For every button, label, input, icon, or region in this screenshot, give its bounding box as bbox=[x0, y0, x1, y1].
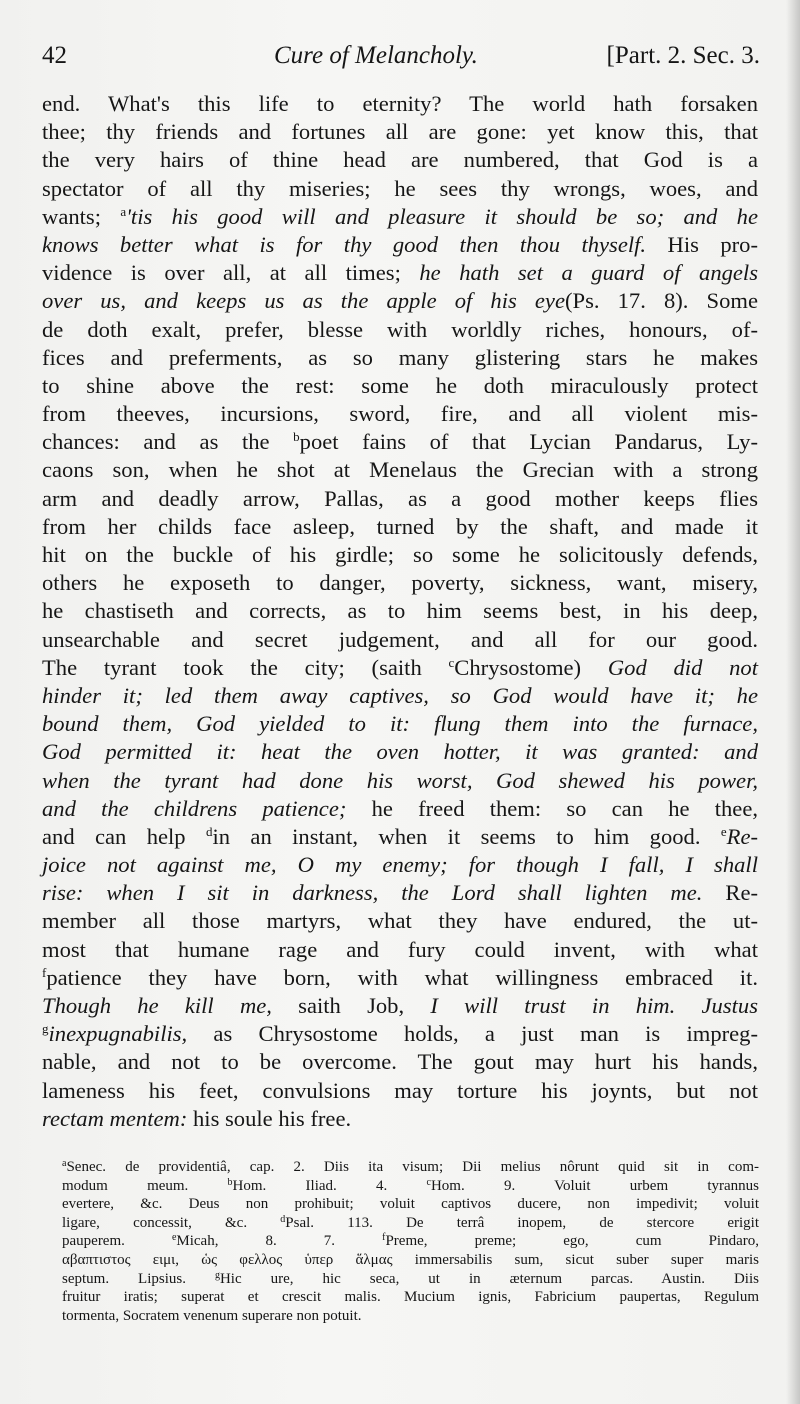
footnote-marker: g bbox=[214, 1269, 220, 1281]
text-line bbox=[42, 654, 758, 682]
text-line bbox=[42, 428, 758, 456]
italic-text: inexpugnabilis, bbox=[48, 1021, 188, 1047]
text-run: as Chrysostome holds, a just man is impreg- bbox=[187, 1021, 758, 1047]
text-run: the very hairs of thine head are numbered, that God is a bbox=[42, 147, 758, 173]
text-run: end. What's this life to eternity? The world hath forsaken bbox=[42, 91, 758, 116]
text-line bbox=[42, 851, 758, 879]
footnote-marker: f bbox=[42, 964, 47, 980]
text-line bbox=[42, 541, 758, 569]
text-run: arm and deadly arrow, Pallas, as a good mother keeps flies bbox=[42, 485, 758, 511]
text-line bbox=[42, 146, 758, 174]
text-line bbox=[42, 738, 758, 766]
footnote-marker: g bbox=[42, 1021, 49, 1037]
text-run: Chrysostome) bbox=[454, 654, 608, 680]
footnote-marker: b bbox=[293, 429, 300, 445]
footnote-marker: c bbox=[448, 654, 455, 670]
text-run: in an instant, when it seems to him good. bbox=[212, 823, 721, 849]
page-edge-shadow bbox=[786, 0, 800, 1404]
text-run: fices and preferments, as so many glistering stars he makes bbox=[42, 344, 758, 370]
text-line bbox=[42, 175, 758, 203]
footnote-line bbox=[62, 1195, 759, 1214]
text-run: he freed them: so can he thee, bbox=[346, 795, 758, 821]
footnote-marker: a bbox=[120, 203, 127, 219]
text-line bbox=[42, 823, 758, 851]
text-run: most that humane rage and fury could invent, with what bbox=[42, 936, 758, 962]
footnote-marker: d bbox=[205, 823, 213, 839]
footnote-line bbox=[62, 1251, 759, 1270]
text-run: poet fains of that Lycian Pandarus, Ly- bbox=[299, 429, 758, 455]
text-line bbox=[42, 964, 758, 992]
text-run: fruitur iratis; superat et crescit malis. Mucium ignis, Fabricium paupertas, Regulum bbox=[62, 1289, 759, 1306]
footnote-marker: c bbox=[426, 1176, 431, 1188]
italic-text: knows better what is for thy good then thou thyself. bbox=[42, 231, 647, 257]
text-run: Psal. 113. De terrâ inopem, de stercore erigit bbox=[285, 1214, 759, 1231]
text-run: unsearchable and secret judgement, and all for our good. bbox=[42, 626, 758, 652]
text-line bbox=[42, 456, 758, 484]
text-run: from theeves, incursions, sword, fire, and all violent mis- bbox=[42, 401, 758, 427]
text-run: his soule his free. bbox=[187, 1105, 352, 1131]
text-run: wants; bbox=[42, 203, 121, 229]
text-line bbox=[42, 400, 758, 428]
text-line bbox=[42, 879, 758, 907]
text-line bbox=[42, 569, 758, 597]
text-line bbox=[42, 90, 758, 118]
text-line bbox=[42, 118, 758, 146]
text-line bbox=[42, 710, 758, 738]
text-run: The tyrant took the city; (saith bbox=[42, 654, 449, 680]
text-run: nable, and not to be overcome. The gout may hurt his hands, bbox=[42, 1049, 758, 1075]
italic-text: when the tyrant had done his worst, God shewed his power, bbox=[42, 767, 758, 793]
italic-text: hinder it; led them away captives, so God would have it; he bbox=[42, 682, 758, 708]
text-run: septum. Lipsius. bbox=[62, 1270, 215, 1287]
text-run: tormenta, Socratem venenum superare non potuit. bbox=[62, 1307, 362, 1324]
footnote-marker: d bbox=[280, 1213, 286, 1225]
italic-text: over us, and keeps us as the apple of his eye bbox=[42, 288, 565, 314]
running-title: Cure of Melancholy. bbox=[274, 42, 478, 69]
text-line bbox=[42, 682, 758, 710]
text-run: modum meum. bbox=[62, 1177, 228, 1194]
footnote-line bbox=[62, 1214, 759, 1233]
text-line bbox=[42, 203, 758, 231]
text-run: he chastiseth and corrects, as to him seems best, in his deep, bbox=[42, 598, 758, 624]
text-line bbox=[42, 231, 758, 259]
italic-text: Though he kill me, bbox=[42, 993, 272, 1018]
body-text bbox=[42, 90, 758, 1133]
italic-text: rise: when I sit in darkness, the Lord shall lighten me. bbox=[42, 880, 703, 906]
text-line bbox=[42, 1105, 758, 1133]
footnote-marker: b bbox=[227, 1176, 233, 1188]
text-line bbox=[42, 485, 758, 513]
text-run: (Ps. 17. 8). Some bbox=[564, 288, 758, 314]
text-line bbox=[42, 1048, 758, 1076]
text-run: chances: and as the bbox=[42, 429, 294, 455]
text-run: others he exposeth to danger, poverty, sickness, want, misery, bbox=[42, 570, 758, 596]
text-run: Hom. 9. Voluit urbem tyrannus bbox=[430, 1177, 759, 1194]
text-run: spectator of all thy miseries; he sees thy wrongs, woes, and bbox=[42, 175, 758, 201]
footnote-line bbox=[62, 1270, 759, 1289]
footnote-line bbox=[62, 1288, 759, 1307]
footnotes bbox=[62, 1158, 759, 1325]
italic-text: God did not bbox=[607, 654, 758, 680]
text-line bbox=[42, 372, 758, 400]
footnote-marker: f bbox=[382, 1232, 386, 1244]
text-run: Senec. de providentiâ, cap. 2. Diis ita visum; Dii melius nôrunt quid sit in com- bbox=[66, 1159, 759, 1175]
italic-text: rectam mentem: bbox=[42, 1105, 188, 1131]
text-line bbox=[42, 344, 758, 372]
italic-text: bound them, God yielded to it: flung them into the furnace, bbox=[42, 711, 758, 737]
text-run: saith Job, bbox=[271, 993, 431, 1018]
text-run: αβαπτιστος ειμι, ὡς φελλος ὑπερ ἅλμας immersabilis sum, sicut suber super maris bbox=[62, 1251, 759, 1268]
footnote-marker: e bbox=[720, 823, 727, 839]
text-run: Hic ure, hic seca, ut in æternum parcas. Austin. Diis bbox=[219, 1270, 759, 1287]
text-line bbox=[42, 936, 758, 964]
text-run: evertere, &c. Deus non prohibuit; voluit captivos ducere, non impedivit; voluit bbox=[62, 1196, 759, 1213]
text-line bbox=[42, 1077, 758, 1105]
italic-text: I will trust in him. Justus bbox=[430, 993, 758, 1018]
italic-text: 'tis his good will and pleasure it should be so; and he bbox=[126, 203, 758, 229]
footnote-marker: e bbox=[171, 1232, 177, 1244]
text-run: Re- bbox=[702, 880, 758, 906]
text-line bbox=[42, 1020, 758, 1048]
running-header bbox=[42, 42, 760, 76]
italic-text: Re- bbox=[726, 823, 758, 849]
text-run: pauperem. bbox=[62, 1233, 172, 1250]
text-run: to shine above the rest: some he doth miraculously protect bbox=[42, 372, 758, 398]
text-line bbox=[42, 992, 758, 1020]
text-line bbox=[42, 597, 758, 625]
text-run: Preme, preme; ego, cum Pindaro, bbox=[385, 1233, 759, 1250]
footnote-line bbox=[62, 1158, 759, 1177]
page-number: 42 bbox=[42, 42, 67, 69]
text-run: caons son, when he shot at Menelaus the Grecian with a strong bbox=[42, 457, 758, 483]
text-run: Micah, 8. 7. bbox=[176, 1233, 383, 1250]
italic-text: joice not against me, O my enemy; for though I fall, I shall bbox=[42, 852, 758, 878]
text-run: lameness his feet, convulsions may torture his joynts, but not bbox=[42, 1077, 758, 1103]
text-run: His pro- bbox=[646, 231, 758, 257]
italic-text: he hath set a guard of angels bbox=[419, 260, 759, 286]
footnote-line bbox=[62, 1307, 759, 1326]
text-line bbox=[42, 259, 758, 287]
footnote-marker: a bbox=[62, 1158, 67, 1169]
italic-text: God permitted it: heat the oven hotter, it was granted: and bbox=[42, 739, 758, 765]
text-run: hit on the buckle of his girdle; so some he solicitously defends, bbox=[42, 542, 758, 567]
text-run: Hom. Iliad. 4. bbox=[232, 1177, 427, 1194]
text-run: ligare, concessit, &c. bbox=[62, 1214, 281, 1231]
text-line bbox=[42, 907, 758, 935]
section-reference: [Part. 2. Sec. 3. bbox=[606, 42, 760, 69]
footnote-line bbox=[62, 1232, 759, 1251]
text-line bbox=[42, 316, 758, 344]
text-line bbox=[42, 626, 758, 654]
text-run: thee; thy friends and fortunes all are gone: yet know this, that bbox=[42, 119, 758, 145]
footnote-line bbox=[62, 1177, 759, 1196]
text-run: de doth exalt, prefer, blesse with worldly riches, honours, of- bbox=[42, 316, 758, 342]
text-run: and can help bbox=[42, 823, 206, 849]
text-line bbox=[42, 767, 758, 795]
text-line bbox=[42, 795, 758, 823]
text-run: patience they have born, with what willingness embraced it. bbox=[46, 964, 758, 990]
text-run: from her childs face asleep, turned by the shaft, and made it bbox=[42, 513, 758, 539]
text-run: member all those martyrs, what they have endured, the ut- bbox=[42, 908, 758, 934]
text-run: vidence is over all, at all times; bbox=[42, 260, 420, 286]
text-line bbox=[42, 513, 758, 541]
text-line bbox=[42, 287, 758, 315]
italic-text: and the childrens patience; bbox=[42, 795, 347, 821]
